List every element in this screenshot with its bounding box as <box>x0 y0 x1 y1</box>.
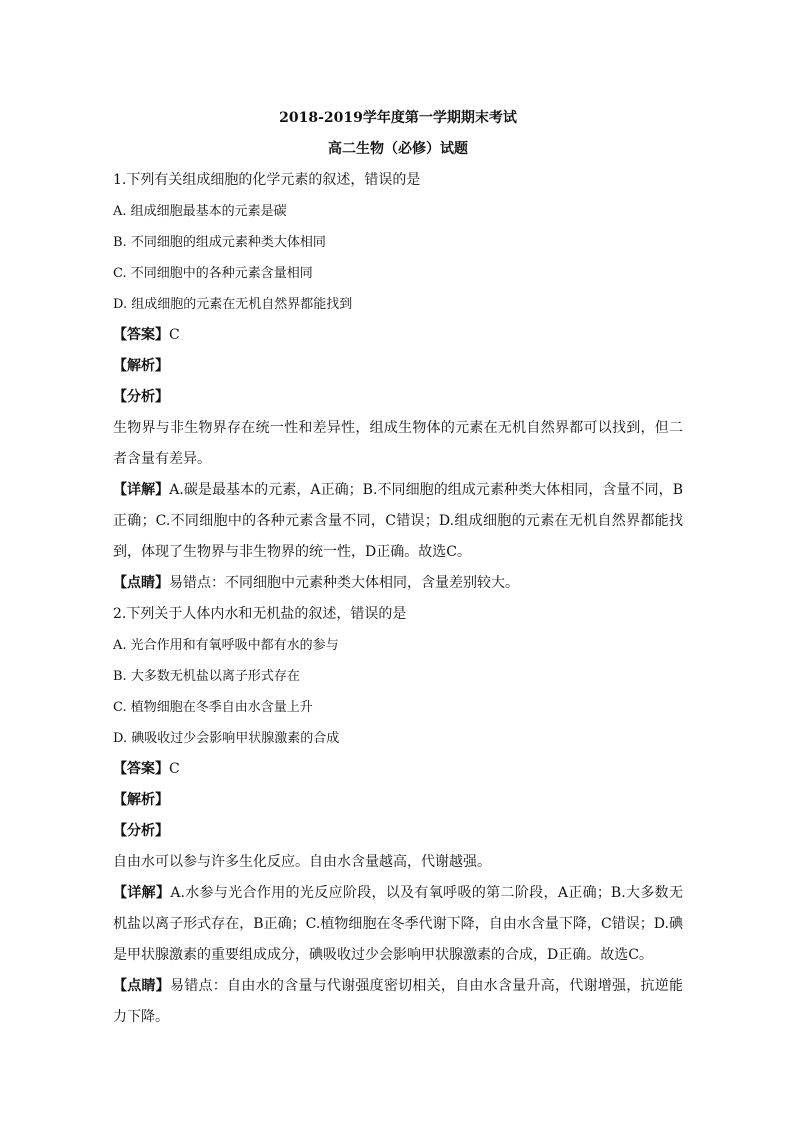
fenxi-tag: 【分析】 <box>113 389 169 405</box>
exam-title-line2: 高二生物（必修）试题 <box>328 141 468 157</box>
question-2-fenxi-heading <box>113 816 683 847</box>
question-1-stem: 1.下列有关组成细胞的化学元素的叙述，错误的是 <box>113 172 421 188</box>
answer-value: C <box>169 761 180 777</box>
question-1-note <box>113 568 683 599</box>
answer-tag: 【答案】 <box>113 327 169 343</box>
note-text: 易错点：自由水的含量与代谢强度密切相关，自由水含量升高，代谢增强，抗逆能力下降。 <box>113 978 684 1025</box>
document-content <box>113 103 683 1033</box>
analysis-tag: 【解析】 <box>113 792 169 808</box>
note-text: 易错点：不同细胞中元素种类大体相同，含量差别较大。 <box>169 575 519 591</box>
question-1-option-d: D. 组成细胞的元素在无机自然界都能找到 <box>113 297 353 312</box>
note-tag: 【点睛】 <box>113 575 169 591</box>
question-2-detail <box>113 878 683 971</box>
question-1-fenxi-text: 生物界与非生物界存在统一性和差异性，组成生物体的元素在无机自然界都可以找到，但二者含量有差异。 <box>113 420 683 467</box>
note-tag: 【点睛】 <box>113 978 171 994</box>
question-2-option-d: D. 碘吸收过少会影响甲状腺激素的合成 <box>113 731 340 746</box>
question-1-option-b: B. 不同细胞的组成元素种类大体相同 <box>113 235 326 250</box>
question-2-option-c: C. 植物细胞在冬季自由水含量上升 <box>113 700 313 715</box>
detail-text: A.水参与光合作用的光反应阶段，以及有氧呼吸的第二阶段，A正确；B.大多数无机盐以离子形式存在，B正确；C.植物细胞在冬季代谢下降，自由水含量下降，C错误；D.碘是甲状腺激素的重要组成成分，碘吸收过少会影响甲状腺激素的合成，D正确。故选C。 <box>113 885 683 963</box>
question-2-option-b: B. 大多数无机盐以离子形式存在 <box>113 669 300 684</box>
question-1-option-c: C. 不同细胞中的各种元素含量相同 <box>113 266 313 281</box>
answer-value: C <box>169 327 180 343</box>
question-1-option-a: A. 组成细胞最基本的元素是碳 <box>113 204 287 219</box>
question-2-analysis-heading <box>113 785 683 816</box>
question-1-analysis-heading <box>113 351 683 382</box>
analysis-tag: 【解析】 <box>113 358 169 374</box>
question-2-stem: 2.下列关于人体内水和无机盐的叙述，错误的是 <box>113 606 407 622</box>
detail-text: A.碳是最基本的元素，A正确；B.不同细胞的组成元素种类大体相同，含量不同，B正确；C.不同细胞中的各种元素含量不同，C错误；D.组成细胞的元素在无机自然界都能找到，体现了生物界与非生物界的统一性，D正确。故选C。 <box>113 482 684 560</box>
question-2-fenxi-text: 自由水可以参与许多生化反应。自由水含量越高，代谢越强。 <box>113 854 491 870</box>
question-1-detail <box>113 475 683 568</box>
question-2 <box>113 599 683 1033</box>
question-2-note <box>113 971 683 1033</box>
detail-tag: 【详解】 <box>113 482 170 498</box>
question-1 <box>113 165 683 599</box>
exam-title-line1: 2018-2019学年度第一学期期末考试 <box>279 110 517 126</box>
answer-tag: 【答案】 <box>113 761 169 777</box>
detail-tag: 【详解】 <box>113 885 171 901</box>
question-2-answer <box>113 754 683 785</box>
question-2-option-a: A. 光合作用和有氧呼吸中都有水的参与 <box>113 638 339 653</box>
question-1-answer <box>113 320 683 351</box>
question-1-fenxi-heading <box>113 382 683 413</box>
fenxi-tag: 【分析】 <box>113 823 169 839</box>
